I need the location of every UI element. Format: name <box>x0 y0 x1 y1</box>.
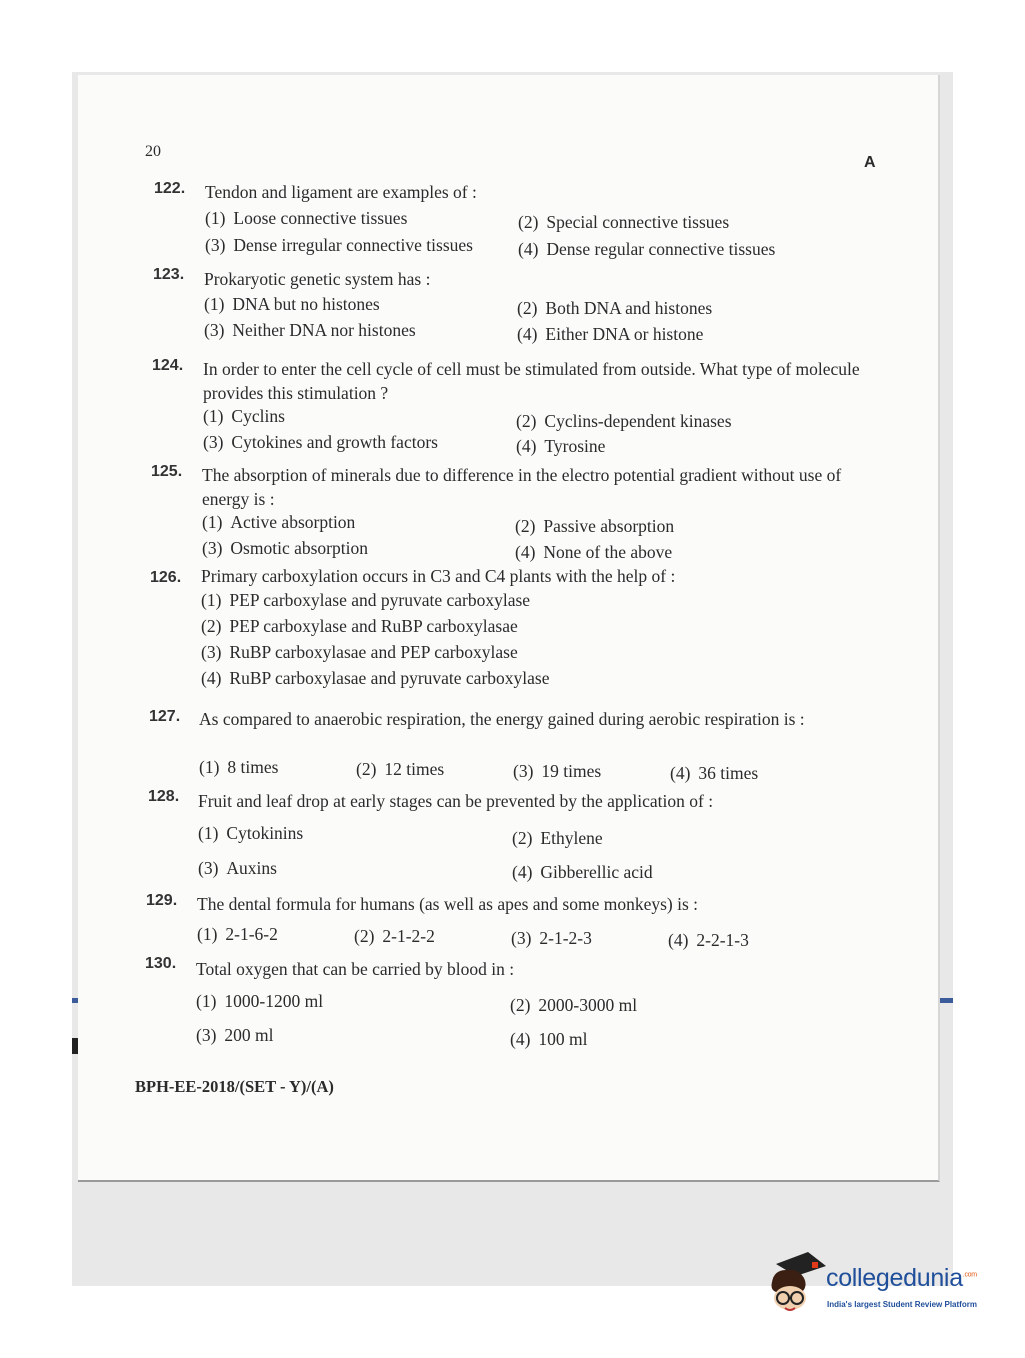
option <box>201 590 530 611</box>
question-text: The absorption of minerals due to difference in the electro potential gradient without use of energy is : <box>202 465 842 509</box>
brand-suffix: .com <box>962 1271 977 1279</box>
option-text: 2-2-1-3 <box>696 930 749 950</box>
option <box>201 668 549 689</box>
question-text: As compared to anaerobic respiration, the energy gained during aerobic respiration is : <box>199 709 805 729</box>
option <box>201 616 518 637</box>
option-text: None of the above <box>543 542 673 562</box>
option-number: (1) <box>201 590 222 610</box>
option-number: (3) <box>202 538 223 558</box>
collegedunia-logo[interactable] <box>768 1252 993 1322</box>
option <box>203 406 285 427</box>
option-number: (4) <box>201 668 222 688</box>
option <box>198 823 303 844</box>
option-text: 8 times <box>227 757 279 777</box>
scan-edge-mark <box>72 998 78 1003</box>
option-number: (1) <box>199 757 220 777</box>
option-number: (4) <box>516 436 537 456</box>
option-number: (2) <box>512 828 533 848</box>
option-text: 2-1-6-2 <box>225 924 278 944</box>
option <box>517 298 712 319</box>
option-text: Dense irregular connective tissues <box>233 235 473 255</box>
option-text: Auxins <box>226 858 277 878</box>
option <box>354 926 435 947</box>
option-number: (3) <box>201 642 222 662</box>
option <box>197 924 278 945</box>
option <box>204 294 380 315</box>
option-number: (2) <box>518 212 539 232</box>
option <box>515 516 674 537</box>
option <box>201 642 518 663</box>
option-text: Cyclins <box>231 406 285 426</box>
option <box>205 208 407 229</box>
brand-name: collegedunia <box>826 1264 963 1292</box>
option-number: (1) <box>203 406 224 426</box>
option-text: Loose connective tissues <box>233 208 408 228</box>
option-text: 19 times <box>541 761 602 781</box>
option-text: Gibberellic acid <box>540 862 653 882</box>
question-number: 128. <box>148 788 180 805</box>
option-number: (3) <box>204 320 225 340</box>
option-number: (2) <box>354 926 375 946</box>
option-text: 12 times <box>384 759 445 779</box>
option <box>518 212 729 233</box>
question-text: In order to enter the cell cycle of cell must be stimulated from outside. What type of molecule provides this stimulation ? <box>203 359 860 403</box>
option <box>512 862 653 883</box>
option-text: PEP carboxylase and RuBP carboxylasae <box>229 616 518 636</box>
option <box>511 928 592 949</box>
scan-edge-mark <box>72 1038 78 1054</box>
option-text: PEP carboxylase and pyruvate carboxylase <box>229 590 531 610</box>
option-number: (3) <box>511 928 532 948</box>
option-number: (1) <box>205 208 226 228</box>
option-number: (3) <box>205 235 226 255</box>
question-text: Prokaryotic genetic system has : <box>204 269 431 289</box>
option-number: (1) <box>204 294 225 314</box>
option-number: (2) <box>517 298 538 318</box>
option-text: 1000-1200 ml <box>224 991 324 1011</box>
option-number: (3) <box>513 761 534 781</box>
option-text: Special connective tissues <box>546 212 730 232</box>
option <box>356 759 444 780</box>
option-number: (3) <box>198 858 219 878</box>
question-number: 122. <box>154 180 186 197</box>
option-text: Cytokinins <box>226 823 304 843</box>
option-number: (3) <box>203 432 224 452</box>
option <box>513 761 601 782</box>
option <box>516 411 732 432</box>
option-number: (1) <box>197 924 218 944</box>
option <box>196 1025 274 1046</box>
option <box>512 828 603 849</box>
logo-tagline: India's largest Student Review Platform <box>827 1300 977 1309</box>
scan-edge-mark <box>940 998 953 1003</box>
question-text: Tendon and ligament are examples of : <box>205 182 477 202</box>
option-number: (2) <box>515 516 536 536</box>
question-number: 127. <box>149 708 181 725</box>
option-text: Either DNA or histone <box>545 324 704 344</box>
option-number: (2) <box>201 616 222 636</box>
option-text: 100 ml <box>538 1029 588 1049</box>
option-number: (4) <box>510 1029 531 1049</box>
option <box>516 436 605 457</box>
option-number: (1) <box>196 991 217 1011</box>
question-number: 125. <box>151 463 183 480</box>
question-text: Total oxygen that can be carried by blood in : <box>196 959 515 979</box>
option-text: RuBP carboxylasae and pyruvate carboxylase <box>229 668 550 688</box>
option <box>510 995 637 1016</box>
option-number: (4) <box>670 763 691 783</box>
option-text: DNA but no histones <box>232 294 380 314</box>
option-number: (2) <box>356 759 377 779</box>
option-text: Ethylene <box>540 828 603 848</box>
option <box>515 542 672 563</box>
option-text: Passive absorption <box>543 516 675 536</box>
page-number: 20 <box>145 143 161 160</box>
option-number: (1) <box>202 512 223 532</box>
option <box>198 858 277 879</box>
option-number: (1) <box>198 823 219 843</box>
option <box>510 1029 588 1050</box>
logo-brand <box>826 1264 977 1293</box>
option-text: Active absorption <box>230 512 356 532</box>
option <box>205 235 473 256</box>
option-text: Osmotic absorption <box>230 538 368 558</box>
option-text: 36 times <box>698 763 759 783</box>
option-number: (4) <box>518 239 539 259</box>
option-text: 200 ml <box>224 1025 274 1045</box>
option-text: Cyclins-dependent kinases <box>544 411 732 431</box>
option <box>196 991 323 1012</box>
option-number: (2) <box>510 995 531 1015</box>
set-letter: A <box>864 154 876 171</box>
option <box>203 432 438 453</box>
question-number: 124. <box>152 357 184 374</box>
option-text: 2000-3000 ml <box>538 995 638 1015</box>
option <box>668 930 749 951</box>
option-number: (3) <box>196 1025 217 1045</box>
option-text: RuBP carboxylasae and PEP carboxylase <box>229 642 518 662</box>
question-number: 130. <box>145 955 177 972</box>
option-number: (4) <box>668 930 689 950</box>
option-text: 2-1-2-3 <box>539 928 592 948</box>
option <box>204 320 416 341</box>
option-text: Dense regular connective tissues <box>546 239 776 259</box>
option-number: (4) <box>512 862 533 882</box>
question-number: 123. <box>153 266 185 283</box>
option-text: Cytokines and growth factors <box>231 432 438 452</box>
option-number: (4) <box>515 542 536 562</box>
mascot-icon <box>768 1252 828 1322</box>
option <box>670 763 758 784</box>
question-text: The dental formula for humans (as well as apes and some monkeys) is : <box>197 894 699 914</box>
option <box>202 512 355 533</box>
option-text: 2-1-2-2 <box>382 926 435 946</box>
option <box>199 757 278 778</box>
option <box>517 324 703 345</box>
option <box>518 239 775 260</box>
option-text: Tyrosine <box>544 436 606 456</box>
question-text: Fruit and leaf drop at early stages can be prevented by the application of : <box>198 791 714 811</box>
option-number: (2) <box>516 411 537 431</box>
option-number: (4) <box>517 324 538 344</box>
question-number: 129. <box>146 892 178 909</box>
question-text: Primary carboxylation occurs in C3 and C4 plants with the help of : <box>201 566 676 586</box>
question-number: 126. <box>150 569 182 586</box>
option <box>202 538 368 559</box>
option-text: Both DNA and histones <box>545 298 713 318</box>
option-text: Neither DNA nor histones <box>232 320 416 340</box>
exam-code: BPH-EE-2018/(SET - Y)/(A) <box>135 1077 334 1096</box>
